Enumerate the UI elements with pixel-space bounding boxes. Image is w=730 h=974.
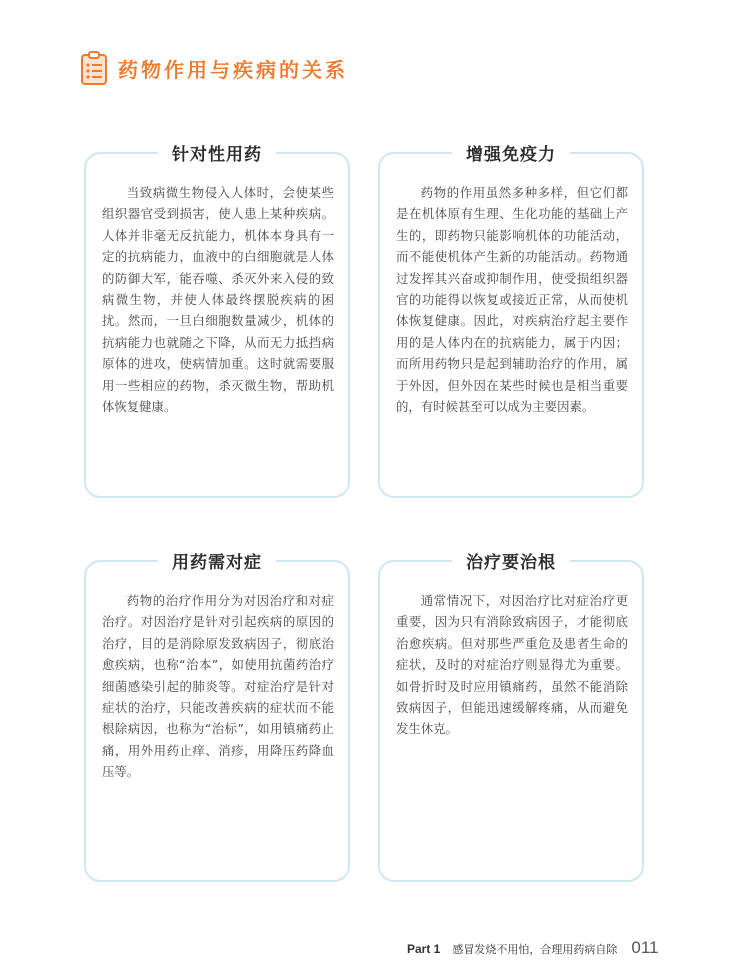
- card-boost-immunity: [378, 145, 644, 498]
- card-symptomatic-medication: [84, 553, 350, 882]
- card-body: 药物的治疗作用分为对因治疗和对症治疗。对因治疗是针对引起疾病的原因的治疗，目的是消除原发致病因子，彻底治愈疾病，也称“治本”，如使用抗菌药治疗细菌感染引起的肺炎等。对症治疗是针对症状的治疗，只能改善疾病的症状而不能根除病因，也称为“治标”，如用镇痛药止痛，用外用药止痒、消疹，用降压药降血压等。: [102, 593, 334, 780]
- card-body: 通常情况下，对因治疗比对症治疗更重要，因为只有消除致病因子，才能彻底治愈疾病。但对那些严重危及患者生命的症状，及时的对症治疗则显得尤为重要。如骨折时及时应用镇痛药，虽然不能消除致病因子，但能迅速缓解疼痛，从而避免发生休克。: [396, 593, 628, 737]
- card-title: 用药需对症: [158, 548, 276, 573]
- card-title: 治疗要治根: [452, 548, 570, 573]
- page-number: 011: [631, 938, 659, 957]
- card-title: 针对性用药: [158, 140, 276, 165]
- card-body: 当致病微生物侵入人体时，会使某些组织器官受到损害，使人患上某种疾病。人体并非毫无反抗能力，机体本身具有一定的抗病能力，血液中的白细胞就是人体的防御大军，能吞噬、杀灭外来入侵的致病微生物，并使人体最终摆脱疾病的困扰。然而，一旦白细胞数量减少，机体的抗病能力也就随之下降，从而无力抵挡病原体的进攻，使病情加重。这时就需要服用一些相应的药物，杀灭微生物，帮助机体恢复健康。: [102, 185, 334, 415]
- footer-part-label: Part 1: [407, 942, 441, 956]
- card-body: 药物的作用虽然多种多样，但它们都是在机体原有生理、生化功能的基础上产生的，即药物只能影响机体的功能活动，而不能使机体产生新的功能活动。药物通过发挥其兴奋或抑制作用，使受损组织器官的功能得以恢复或接近正常，从而使机体恢复健康。因此，对疾病治疗起主要作用的是人体内在的抗病能力，属于内因；而所用药物只是起到辅助治疗的作用，属于外因，但外因在某些时候也是相当重要的，有时候甚至可以成为主要因素。: [396, 185, 628, 415]
- page-title: 药物作用与疾病的关系: [118, 57, 348, 82]
- card-title: 增强免疫力: [452, 140, 570, 165]
- card-treat-root-cause: [378, 553, 644, 882]
- clipboard-icon: [80, 50, 108, 86]
- card-targeted-medication: [84, 145, 350, 498]
- page-footer: [407, 938, 658, 958]
- footer-section-title: 感冒发烧不用怕，合理用药病自除: [452, 944, 618, 956]
- page-header: [80, 50, 348, 86]
